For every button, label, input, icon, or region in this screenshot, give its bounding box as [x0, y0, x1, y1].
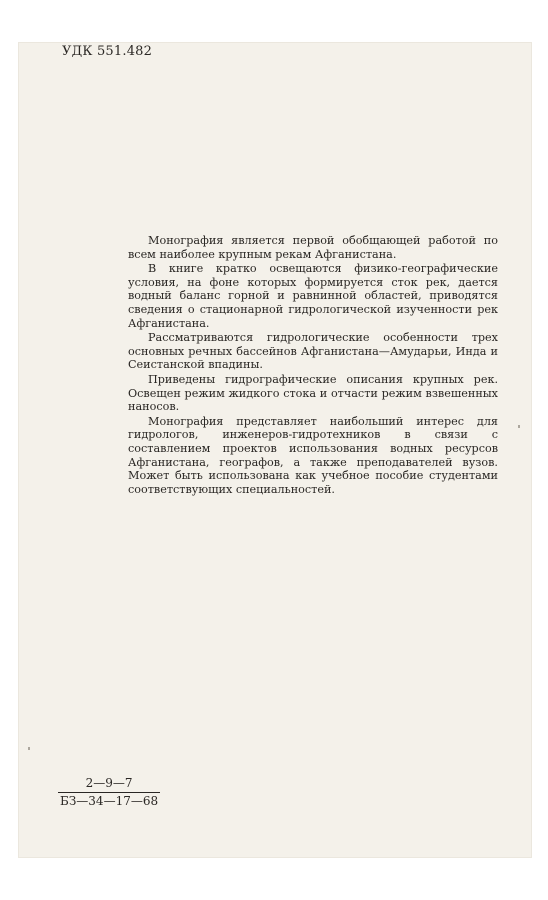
udk-code: УДК 551.482 [62, 44, 153, 59]
abstract-paragraph: Приведены гидрографические описания крупных рек. Освещен режим жидкого стока и отчасти режим взвешенных наносов. [128, 372, 498, 414]
abstract-text [128, 234, 498, 497]
publication-index [58, 776, 160, 809]
abstract-paragraph: Рассматриваются гидрологические особенности трех основных речных бассейнов Афганистана—Амударьи, Инда и Сеистанской впадины. [128, 331, 498, 372]
index-denominator: БЗ—34—17—68 [60, 794, 159, 808]
abstract-paragraph: Монография представляет наибольший интерес для гидрологов, инженеров-гидротехников в связи с составлением проектов использования водных ресурсов Афганистана, географов, а также преподавателей вузов. Может быть использована как учебное пособие студентами соответствующих специальностей. [128, 414, 498, 496]
abstract-paragraph: В книге кратко освещаются физико-географические условия, на фоне которых формируется сток рек, дается водный баланс горной и равнинной областей, приводятся сведения о стационарной гидрологической изученности рек Афганистана. [128, 262, 498, 330]
index-numerator: 2—9—7 [85, 776, 133, 790]
paper-speck [518, 425, 520, 428]
document-page [18, 42, 532, 858]
paper-speck [28, 747, 30, 750]
abstract-paragraph: Монография является первой обобщающей работой по всем наиболее крупным рекам Афганистана. [128, 234, 498, 261]
